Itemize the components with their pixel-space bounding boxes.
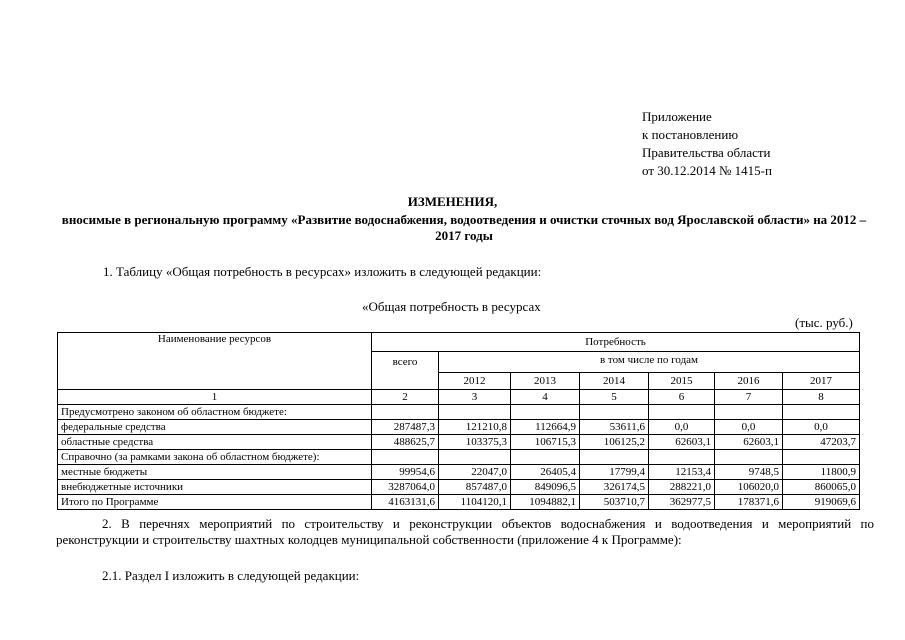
cell-value: 112664,9 — [511, 420, 580, 435]
header-need: Потребность — [372, 333, 860, 352]
cell-value: 4163131,6 — [372, 495, 439, 510]
row-label: внебюджетные источники — [58, 480, 372, 495]
column-number: 1 — [58, 390, 372, 405]
cell-value: 288221,0 — [649, 480, 715, 495]
cell-value: 17799,4 — [580, 465, 649, 480]
appendix-line: от 30.12.2014 № 1415-п — [642, 163, 772, 178]
cell-value: 0,0 — [715, 420, 783, 435]
table-units: (тыс. руб.) — [795, 315, 853, 330]
column-number: 8 — [783, 390, 860, 405]
section-row — [58, 450, 860, 465]
header-year: 2012 — [439, 373, 511, 390]
header-by-years: в том числе по годам — [439, 352, 860, 373]
cell-value: 326174,5 — [580, 480, 649, 495]
header-total: всего — [372, 352, 439, 390]
column-number-row — [58, 390, 860, 405]
header-year: 2014 — [580, 373, 649, 390]
section-row — [58, 405, 860, 420]
row-label: Итого по Программе — [58, 495, 372, 510]
row-label: федеральные средства — [58, 420, 372, 435]
table-row-total — [58, 495, 860, 510]
cell-value: 103375,3 — [439, 435, 511, 450]
cell-value: 3287064,0 — [372, 480, 439, 495]
cell-value: 106125,2 — [580, 435, 649, 450]
header-year: 2017 — [783, 373, 860, 390]
cell-value: 11800,9 — [783, 465, 860, 480]
appendix-line: Правительства области — [642, 145, 771, 160]
header-year: 2015 — [649, 373, 715, 390]
cell-value: 121210,8 — [439, 420, 511, 435]
resources-table — [57, 332, 860, 510]
cell-value: 287487,3 — [372, 420, 439, 435]
column-number: 3 — [439, 390, 511, 405]
section-label: Предусмотрено законом об областном бюджете: — [58, 405, 372, 420]
cell-value: 47203,7 — [783, 435, 860, 450]
cell-value: 503710,7 — [580, 495, 649, 510]
cell-value: 1104120,1 — [439, 495, 511, 510]
cell-value: 99954,6 — [372, 465, 439, 480]
document-subtitle: вносимые в региональную программу «Развитие водоснабжения, водоотведения и очистки сточных вод Ярославской области» на 2012 – 2017 годы — [61, 212, 867, 243]
column-number: 6 — [649, 390, 715, 405]
cell-value: 26405,4 — [511, 465, 580, 480]
cell-value: 12153,4 — [649, 465, 715, 480]
paragraph-2: 2. В перечнях мероприятий по строительству и реконструкции объектов водоснабжения и водоотведения и мероприятий по реконструкции и строительству шахтных колодцев муниципальной собственности (приложение 4 к Программе): — [56, 516, 874, 547]
appendix-line: Приложение — [642, 109, 712, 124]
cell-value: 0,0 — [649, 420, 715, 435]
cell-value: 22047,0 — [439, 465, 511, 480]
column-number: 4 — [511, 390, 580, 405]
header-year: 2013 — [511, 373, 580, 390]
cell-value: 106715,3 — [511, 435, 580, 450]
column-number: 7 — [715, 390, 783, 405]
cell-value: 860065,0 — [783, 480, 860, 495]
cell-value: 488625,7 — [372, 435, 439, 450]
column-number: 2 — [372, 390, 439, 405]
section-label: Справочно (за рамками закона об областном бюджете): — [58, 450, 372, 465]
row-label: областные средства — [58, 435, 372, 450]
table-row — [58, 420, 860, 435]
cell-value: 62603,1 — [649, 435, 715, 450]
paragraph-3: 2.1. Раздел I изложить в следующей редакции: — [102, 568, 360, 583]
header-year: 2016 — [715, 373, 783, 390]
table-row — [58, 480, 860, 495]
cell-value: 857487,0 — [439, 480, 511, 495]
row-label: местные бюджеты — [58, 465, 372, 480]
table-caption: «Общая потребность в ресурсах — [362, 299, 541, 314]
table-row — [58, 435, 860, 450]
cell-value: 178371,6 — [715, 495, 783, 510]
cell-value: 849096,5 — [511, 480, 580, 495]
appendix-block — [642, 108, 772, 180]
cell-value: 53611,6 — [580, 420, 649, 435]
header-name-column: Наименование ресурсов — [58, 333, 372, 390]
cell-value: 62603,1 — [715, 435, 783, 450]
cell-value: 106020,0 — [715, 480, 783, 495]
cell-value: 0,0 — [783, 420, 860, 435]
appendix-line: к постановлению — [642, 127, 739, 142]
table-header-row — [58, 333, 860, 352]
document-title: ИЗМЕНЕНИЯ, — [407, 194, 498, 209]
paragraph-1: 1. Таблицу «Общая потребность в ресурсах» изложить в следующей редакции: — [103, 264, 542, 279]
cell-value: 1094882,1 — [511, 495, 580, 510]
cell-value: 9748,5 — [715, 465, 783, 480]
cell-value: 362977,5 — [649, 495, 715, 510]
column-number: 5 — [580, 390, 649, 405]
cell-value: 919069,6 — [783, 495, 860, 510]
table-row — [58, 465, 860, 480]
